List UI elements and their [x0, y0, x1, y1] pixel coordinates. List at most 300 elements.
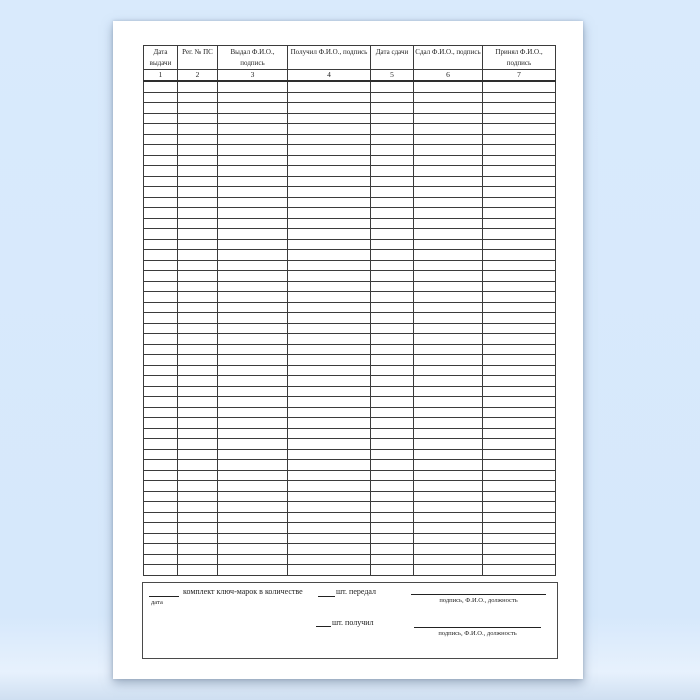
table-cell — [178, 502, 218, 513]
table-cell — [178, 92, 218, 103]
table-cell — [371, 260, 414, 271]
table-cell — [371, 418, 414, 429]
table-cell — [218, 113, 288, 124]
table-cell — [483, 544, 556, 555]
table-cell — [483, 166, 556, 177]
table-cell — [218, 166, 288, 177]
table-row — [144, 281, 556, 292]
table-cell — [483, 365, 556, 376]
table-cell — [144, 365, 178, 376]
table-cell — [178, 155, 218, 166]
column-number-2: 2 — [178, 70, 218, 82]
table-cell — [371, 355, 414, 366]
table-cell — [144, 292, 178, 303]
table-cell — [371, 166, 414, 177]
table-cell — [218, 197, 288, 208]
table-cell — [144, 302, 178, 313]
table-cell — [483, 113, 556, 124]
table-row — [144, 565, 556, 576]
table-cell — [178, 470, 218, 481]
table-cell — [288, 365, 371, 376]
table-cell — [414, 260, 483, 271]
table-cell — [483, 81, 556, 92]
table-cell — [288, 523, 371, 534]
table-cell — [371, 197, 414, 208]
table-cell — [144, 92, 178, 103]
column-number-5: 5 — [371, 70, 414, 82]
table-cell — [371, 344, 414, 355]
table-row — [144, 407, 556, 418]
table-cell — [178, 418, 218, 429]
table-row — [144, 176, 556, 187]
table-cell — [483, 376, 556, 387]
table-cell — [288, 229, 371, 240]
table-cell — [218, 176, 288, 187]
table-cell — [288, 239, 371, 250]
table-cell — [218, 134, 288, 145]
table-row — [144, 386, 556, 397]
table-cell — [371, 407, 414, 418]
table-cell — [414, 124, 483, 135]
table-cell — [144, 554, 178, 565]
table-row — [144, 376, 556, 387]
table-cell — [144, 533, 178, 544]
table-cell — [178, 313, 218, 324]
table-cell — [178, 103, 218, 114]
table-cell — [178, 355, 218, 366]
table-cell — [371, 502, 414, 513]
table-cell — [483, 355, 556, 366]
table-cell — [288, 292, 371, 303]
table-cell — [218, 355, 288, 366]
table-cell — [178, 481, 218, 492]
table-cell — [414, 323, 483, 334]
table-cell — [483, 449, 556, 460]
table-cell — [288, 565, 371, 576]
table-cell — [178, 544, 218, 555]
table-cell — [414, 145, 483, 156]
table-cell — [178, 365, 218, 376]
table-cell — [144, 260, 178, 271]
table-cell — [218, 565, 288, 576]
table-row — [144, 271, 556, 282]
table-cell — [144, 124, 178, 135]
table-cell — [144, 502, 178, 513]
quantity-blank-line-2 — [316, 626, 331, 627]
table-cell — [288, 512, 371, 523]
table-row — [144, 208, 556, 219]
table-cell — [288, 355, 371, 366]
column-number-4: 4 — [288, 70, 371, 82]
table-cell — [218, 323, 288, 334]
table-row — [144, 92, 556, 103]
table-cell — [483, 229, 556, 240]
table-cell — [288, 166, 371, 177]
table-cell — [371, 281, 414, 292]
table-cell — [414, 103, 483, 114]
table-cell — [371, 113, 414, 124]
table-cell — [414, 365, 483, 376]
table-cell — [218, 481, 288, 492]
table-cell — [218, 239, 288, 250]
table-cell — [371, 92, 414, 103]
table-cell — [218, 302, 288, 313]
table-cell — [178, 124, 218, 135]
table-cell — [371, 229, 414, 240]
table-cell — [218, 554, 288, 565]
table-cell — [178, 208, 218, 219]
table-cell — [483, 439, 556, 450]
table-cell — [371, 208, 414, 219]
transfer-suffix: шт. передал — [336, 587, 377, 596]
table-cell — [414, 271, 483, 282]
table-row — [144, 554, 556, 565]
table-cell — [414, 418, 483, 429]
table-cell — [144, 145, 178, 156]
table-cell — [371, 292, 414, 303]
table-cell — [288, 81, 371, 92]
table-cell — [371, 386, 414, 397]
table-cell — [288, 155, 371, 166]
table-cell — [178, 554, 218, 565]
table-cell — [144, 187, 178, 198]
table-cell — [144, 439, 178, 450]
table-cell — [218, 229, 288, 240]
column-header-6: Сдал Ф.И.О., подпись — [414, 46, 483, 70]
table-row — [144, 103, 556, 114]
table-cell — [414, 134, 483, 145]
table-cell — [218, 470, 288, 481]
table-cell — [218, 376, 288, 387]
table-cell — [414, 470, 483, 481]
table-cell — [483, 323, 556, 334]
table-cell — [414, 407, 483, 418]
table-cell — [144, 166, 178, 177]
table-cell — [371, 376, 414, 387]
table-cell — [144, 334, 178, 345]
table-cell — [144, 229, 178, 240]
table-cell — [144, 449, 178, 460]
table-cell — [483, 292, 556, 303]
table-row — [144, 260, 556, 271]
column-number-3: 3 — [218, 70, 288, 82]
table-cell — [483, 502, 556, 513]
transfer-note-box — [142, 582, 558, 659]
signature-line-1 — [411, 594, 546, 595]
table-cell — [218, 460, 288, 471]
table-cell — [288, 554, 371, 565]
table-cell — [144, 491, 178, 502]
table-cell — [414, 544, 483, 555]
table-cell — [288, 544, 371, 555]
table-cell — [483, 239, 556, 250]
table-cell — [483, 512, 556, 523]
table-cell — [178, 386, 218, 397]
column-header-5: Дата сдачи — [371, 46, 414, 70]
table-cell — [483, 313, 556, 324]
table-cell — [218, 334, 288, 345]
table-cell — [371, 271, 414, 282]
table-cell — [218, 92, 288, 103]
table-cell — [371, 313, 414, 324]
table-cell — [288, 271, 371, 282]
table-cell — [483, 271, 556, 282]
table-cell — [371, 250, 414, 261]
table-cell — [178, 397, 218, 408]
table-cell — [483, 344, 556, 355]
table-cell — [218, 271, 288, 282]
table-cell — [483, 281, 556, 292]
signature-caption-1: подпись, Ф.И.О., должность — [439, 597, 518, 604]
table-cell — [288, 418, 371, 429]
table-cell — [218, 313, 288, 324]
table-cell — [414, 481, 483, 492]
receive-suffix: шт. получил — [332, 618, 374, 627]
table-cell — [371, 512, 414, 523]
table-cell — [178, 81, 218, 92]
table-cell — [483, 197, 556, 208]
table-row — [144, 334, 556, 345]
table-cell — [371, 176, 414, 187]
table-cell — [218, 124, 288, 135]
table-cell — [178, 229, 218, 240]
table-cell — [414, 491, 483, 502]
table-cell — [144, 470, 178, 481]
table-cell — [414, 355, 483, 366]
table-cell — [414, 554, 483, 565]
table-cell — [414, 187, 483, 198]
table-row — [144, 218, 556, 229]
table-cell — [144, 323, 178, 334]
table-cell — [483, 145, 556, 156]
table-cell — [144, 428, 178, 439]
table-row — [144, 145, 556, 156]
table-row — [144, 250, 556, 261]
table-cell — [288, 533, 371, 544]
table-cell — [144, 512, 178, 523]
table-cell — [371, 439, 414, 450]
table-cell — [483, 397, 556, 408]
table-cell — [144, 281, 178, 292]
table-cell — [178, 113, 218, 124]
table-cell — [178, 523, 218, 534]
table-cell — [178, 281, 218, 292]
table-cell — [288, 208, 371, 219]
table-cell — [371, 239, 414, 250]
table-cell — [288, 218, 371, 229]
table-cell — [144, 407, 178, 418]
table-cell — [483, 386, 556, 397]
transfer-statement: комплект ключ-марок в количестве — [183, 587, 303, 596]
table-cell — [371, 155, 414, 166]
table-cell — [414, 512, 483, 523]
table-cell — [371, 397, 414, 408]
table-cell — [414, 155, 483, 166]
table-cell — [288, 134, 371, 145]
table-cell — [288, 302, 371, 313]
table-cell — [371, 491, 414, 502]
table-cell — [218, 344, 288, 355]
table-cell — [371, 533, 414, 544]
table-cell — [483, 523, 556, 534]
table-cell — [414, 313, 483, 324]
table-row — [144, 81, 556, 92]
table-cell — [144, 418, 178, 429]
table-cell — [178, 323, 218, 334]
table-cell — [218, 407, 288, 418]
table-cell — [144, 134, 178, 145]
table-cell — [371, 145, 414, 156]
table-cell — [178, 491, 218, 502]
table-cell — [288, 386, 371, 397]
table-row — [144, 439, 556, 450]
table-row — [144, 365, 556, 376]
table-cell — [178, 260, 218, 271]
table-cell — [218, 145, 288, 156]
table-cell — [178, 187, 218, 198]
table-cell — [218, 439, 288, 450]
table-cell — [178, 533, 218, 544]
table-cell — [371, 565, 414, 576]
table-cell — [288, 491, 371, 502]
column-number-7: 7 — [483, 70, 556, 82]
table-cell — [483, 124, 556, 135]
table-cell — [483, 554, 556, 565]
table-cell — [414, 439, 483, 450]
table-cell — [371, 449, 414, 460]
table-cell — [178, 176, 218, 187]
table-cell — [288, 397, 371, 408]
table-cell — [414, 113, 483, 124]
table-cell — [414, 376, 483, 387]
table-row — [144, 229, 556, 240]
signature-line-2 — [414, 627, 541, 628]
table-cell — [218, 155, 288, 166]
table-cell — [178, 344, 218, 355]
table-row — [144, 344, 556, 355]
table-cell — [178, 302, 218, 313]
table-cell — [483, 208, 556, 219]
table-row — [144, 533, 556, 544]
table-row — [144, 491, 556, 502]
table-cell — [178, 292, 218, 303]
table-cell — [144, 250, 178, 261]
table-cell — [218, 397, 288, 408]
table-cell — [178, 250, 218, 261]
table-cell — [178, 565, 218, 576]
table-cell — [218, 418, 288, 429]
table-cell — [218, 260, 288, 271]
table-row — [144, 428, 556, 439]
table-cell — [483, 481, 556, 492]
quantity-blank-line-1 — [318, 596, 335, 597]
table-cell — [288, 481, 371, 492]
signature-caption-2: подпись, Ф.И.О., должность — [438, 630, 517, 637]
table-cell — [288, 407, 371, 418]
table-cell — [288, 113, 371, 124]
table-cell — [288, 124, 371, 135]
table-row — [144, 397, 556, 408]
table-cell — [414, 176, 483, 187]
date-blank-line — [149, 596, 179, 597]
table-row — [144, 113, 556, 124]
table-cell — [218, 512, 288, 523]
table-cell — [414, 460, 483, 471]
table-row — [144, 460, 556, 471]
table-cell — [371, 134, 414, 145]
table-cell — [414, 428, 483, 439]
table-cell — [371, 481, 414, 492]
table-cell — [483, 533, 556, 544]
table-cell — [483, 176, 556, 187]
table-cell — [288, 260, 371, 271]
table-cell — [178, 197, 218, 208]
table-cell — [178, 407, 218, 418]
table-cell — [144, 376, 178, 387]
table-row — [144, 134, 556, 145]
table-cell — [178, 512, 218, 523]
table-cell — [144, 176, 178, 187]
table-row — [144, 502, 556, 513]
table-cell — [414, 334, 483, 345]
table-cell — [178, 239, 218, 250]
table-cell — [288, 460, 371, 471]
table-cell — [371, 218, 414, 229]
table-cell — [288, 470, 371, 481]
table-cell — [371, 470, 414, 481]
table-row — [144, 197, 556, 208]
table-cell — [288, 344, 371, 355]
table-row — [144, 470, 556, 481]
table-cell — [144, 239, 178, 250]
table-cell — [371, 323, 414, 334]
table-cell — [218, 208, 288, 219]
table-cell — [218, 491, 288, 502]
table-cell — [288, 250, 371, 261]
table-cell — [144, 81, 178, 92]
table-cell — [414, 197, 483, 208]
table-cell — [414, 344, 483, 355]
table-header-row — [144, 46, 556, 70]
table-cell — [288, 92, 371, 103]
table-row — [144, 418, 556, 429]
table-cell — [144, 271, 178, 282]
table-cell — [144, 197, 178, 208]
table-cell — [288, 187, 371, 198]
table-cell — [144, 218, 178, 229]
table-row — [144, 481, 556, 492]
table-row — [144, 166, 556, 177]
table-cell — [144, 397, 178, 408]
table-cell — [178, 428, 218, 439]
table-cell — [288, 376, 371, 387]
table-cell — [483, 187, 556, 198]
table-cell — [218, 103, 288, 114]
table-row — [144, 313, 556, 324]
table-cell — [178, 218, 218, 229]
column-header-1: Дата выдачи — [144, 46, 178, 70]
table-cell — [414, 166, 483, 177]
table-cell — [178, 271, 218, 282]
table-cell — [371, 523, 414, 534]
table-cell — [371, 544, 414, 555]
table-cell — [483, 407, 556, 418]
table-cell — [483, 491, 556, 502]
table-cell — [288, 334, 371, 345]
column-header-4: Получил Ф.И.О., подпись — [288, 46, 371, 70]
table-cell — [218, 428, 288, 439]
column-header-3: Выдал Ф.И.О., подпись — [218, 46, 288, 70]
